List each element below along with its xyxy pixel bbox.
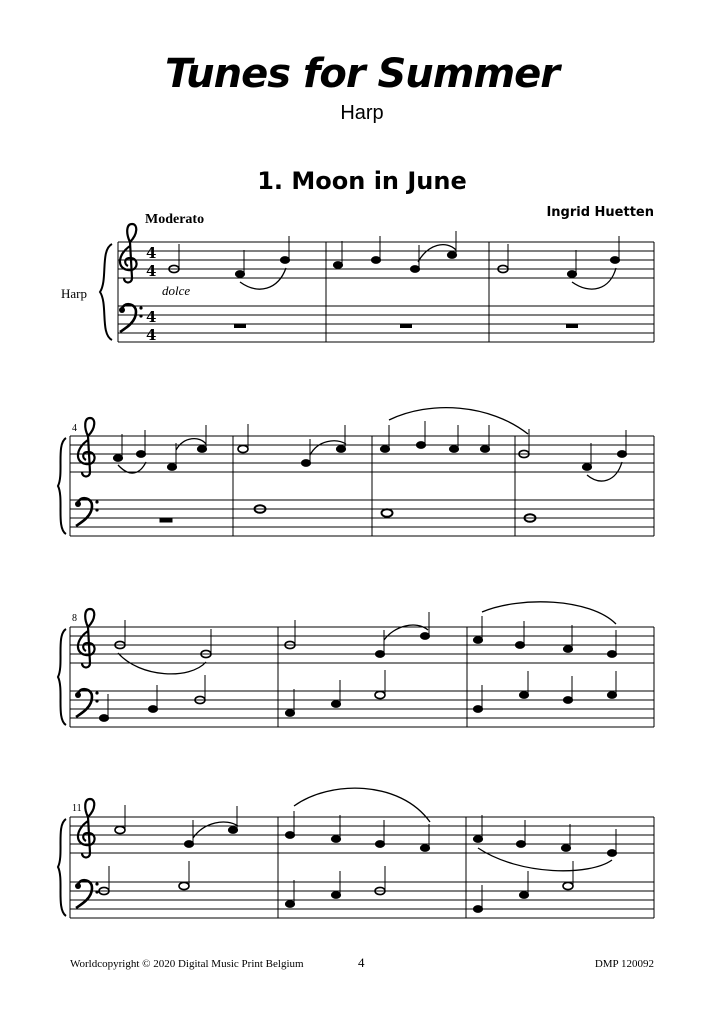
bass-staff [70,882,654,918]
bass-clef-icon [119,304,143,332]
system-2 [58,408,654,536]
treble-clef-icon [78,609,95,668]
time-signature [146,244,156,344]
brace [58,819,66,916]
notes [99,612,616,721]
svg-text:4: 4 [146,262,157,280]
barlines [70,627,654,727]
measure-number: 4 [72,423,77,434]
bass-clef-icon [75,689,99,717]
brace [58,438,66,534]
catalog-number: DMP 120092 [594,958,654,970]
barlines [70,817,654,918]
tempo-marking: Moderato [145,212,205,227]
svg-text:4: 4 [146,244,157,262]
system-1 [100,224,654,344]
brace [100,244,112,340]
piece-title: 1. Moon in June [257,167,467,195]
collection-title: Tunes for Summer [165,51,559,97]
bass-clef-icon [75,880,99,908]
treble-clef-icon [78,418,95,477]
composer-name: Ingrid Huetten [546,205,654,220]
treble-staff [70,627,654,663]
treble-staff [70,436,654,472]
copyright-notice: Worldcopyright © 2020 Digital Music Print Belgium [70,958,304,970]
measure-number: 11 [72,803,82,814]
page-number: 4 [358,955,365,970]
dynamic-marking: dolce [162,283,191,298]
svg-text:4: 4 [146,326,157,344]
system-3 [58,602,654,727]
bass-clef-icon [75,498,99,526]
rests [234,324,578,328]
instrument-label: Harp [61,286,87,301]
brace [58,629,66,725]
slurs [118,408,622,481]
slurs [193,788,612,871]
notes [169,231,620,277]
treble-clef-icon [78,799,95,858]
svg-text:4: 4 [146,308,157,326]
collection-subtitle: Harp [340,102,384,124]
system-4 [58,788,654,918]
barlines [70,436,654,536]
notes [99,805,617,912]
bass-staff [70,500,654,536]
measure-number: 8 [72,613,77,624]
treble-clef-icon [120,224,137,283]
